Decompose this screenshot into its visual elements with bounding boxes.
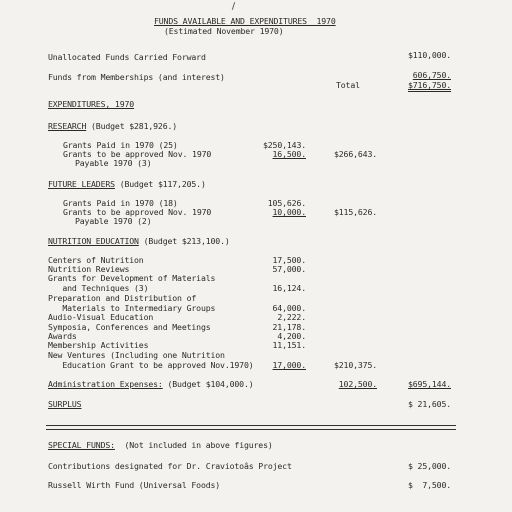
nutrition-item-label: Materials to Intermediary Groups: [48, 303, 216, 313]
future-leaders-line1-value: 105,626.: [267, 198, 306, 208]
nutrition-heading-line: [48, 236, 230, 246]
nutrition-heading: NUTRITION EDUCATION: [48, 236, 139, 246]
nutrition-item-value: 21,178.: [272, 322, 306, 332]
nutrition-item-value: 4,200.: [277, 331, 306, 341]
special-line1-value: $ 25,000.: [407, 461, 451, 471]
future-leaders-line2-value: 10,000.: [272, 207, 306, 217]
special-funds-heading: SPECIAL FUNDS:: [48, 440, 115, 450]
total-label: Total: [336, 80, 360, 90]
research-line1-label: Grants Paid in 1970 (25): [63, 140, 178, 150]
future-leaders-heading-line: [48, 179, 206, 189]
expenditures-total: $695,144.: [407, 379, 451, 389]
nutrition-subtotal: $210,375.: [333, 360, 377, 370]
nutrition-item-value: 16,124.: [272, 283, 306, 293]
research-line2-value: 16,500.: [272, 149, 306, 159]
expenditures-heading-text: EXPENDITURES, 1970: [48, 99, 135, 109]
special-funds-note: (Not included in above figures): [124, 440, 273, 450]
nutrition-item-label: Nutrition Reviews: [48, 264, 130, 274]
memberships-value: 606,750.: [412, 70, 451, 80]
future-leaders-heading: FUTURE LEADERS: [48, 179, 115, 189]
future-leaders-line3-label: Payable 1970 (2): [75, 216, 152, 226]
future-leaders-line2-label: Grants to be approved Nov. 1970: [63, 207, 212, 217]
research-line3-label: Payable 1970 (3): [75, 158, 152, 168]
pen-mark: [232, 2, 235, 10]
future-leaders-subtotal: $115,626.: [333, 207, 377, 217]
nutrition-item-value: 64,000.: [272, 303, 306, 313]
divider-rule: [46, 425, 456, 426]
administration-value: 102,500.: [338, 379, 377, 389]
administration-line: [48, 379, 254, 389]
nutrition-item-label: Audio-Visual Education: [48, 312, 154, 322]
special-line1-label: Contributions designated for Dr. Craviotoâs Project: [48, 461, 292, 471]
nutrition-item-label: Membership Activities: [48, 340, 149, 350]
research-heading: RESEARCH: [48, 121, 87, 131]
research-budget: (Budget $281,926.): [91, 121, 178, 131]
administration-budget: (Budget $104,000.): [167, 379, 254, 389]
unallocated-value: $110,000.: [407, 50, 451, 60]
special-line2-label: Russell Wirth Fund (Universal Foods): [48, 480, 221, 490]
unallocated-label: Unallocated Funds Carried Forward: [48, 52, 206, 62]
research-line1-value: $250,143.: [262, 140, 306, 150]
document-title: FUNDS AVAILABLE AND EXPENDITURES 1970: [154, 16, 336, 26]
nutrition-item-label: Education Grant to be approved Nov.1970): [48, 360, 254, 370]
future-leaders-budget: (Budget $117,205.): [119, 179, 206, 189]
nutrition-item-value: 17,500.: [272, 255, 306, 265]
surplus-label: SURPLUS: [48, 399, 82, 409]
divider-rule: [46, 429, 456, 430]
nutrition-item-label: New Ventures (Including one Nutrition: [48, 350, 225, 360]
research-heading-line: [48, 121, 177, 131]
nutrition-item-value: 11,151.: [272, 340, 306, 350]
special-line2-value: $ 7,500.: [407, 480, 451, 490]
nutrition-item-label: Preparation and Distribution of: [48, 293, 197, 303]
research-subtotal: $266,643.: [333, 149, 377, 159]
administration-label: Administration Expenses:: [48, 379, 163, 389]
nutrition-item-value: 17,000.: [272, 360, 306, 370]
nutrition-item-label: and Techniques (3): [48, 283, 149, 293]
nutrition-item-label: Symposia, Conferences and Meetings: [48, 322, 211, 332]
nutrition-item-value: 57,000.: [272, 264, 306, 274]
nutrition-item-value: 2,222.: [277, 312, 306, 322]
memberships-label: Funds from Memberships (and interest): [48, 72, 225, 82]
nutrition-item-label: Centers of Nutrition: [48, 255, 144, 265]
total-value: $716,750.: [407, 80, 451, 90]
future-leaders-line1-label: Grants Paid in 1970 (18): [63, 198, 178, 208]
expenditures-heading: [48, 99, 134, 109]
nutrition-item-label: Awards: [48, 331, 77, 341]
surplus-value: $ 21,605.: [407, 399, 451, 409]
nutrition-item-label: Grants for Development of Materials: [48, 273, 216, 283]
nutrition-budget: (Budget $213,100.): [143, 236, 230, 246]
research-line2-label: Grants to be approved Nov. 1970: [63, 149, 212, 159]
special-funds-line: [48, 440, 273, 450]
document-subtitle: (Estimated November 1970): [164, 26, 284, 36]
